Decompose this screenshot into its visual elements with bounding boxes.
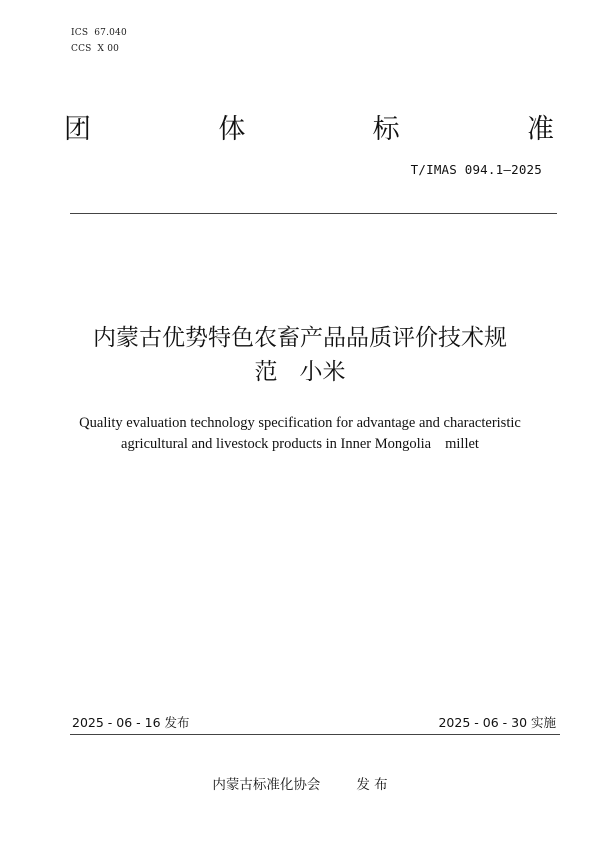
issue-date: 2025 - 06 - 16 发布 [72, 715, 190, 730]
ics-code: 67.040 [94, 28, 127, 38]
ccs-code: X 00 [97, 44, 120, 54]
standard-type-char: 标 [372, 114, 400, 145]
top-divider [70, 213, 557, 214]
chinese-title-line-1: 内蒙古优势特色农畜产品品质评价技术规 [93, 325, 507, 351]
ccs-classification [71, 44, 119, 54]
english-title-line-2 [40, 434, 560, 455]
english-title-line-1: Quality evaluation technology specification for advantage and characteristic [79, 415, 521, 431]
english-title-line-2-part-a: agricultural and livestock products in Inner Mongolia [121, 436, 432, 452]
standard-type-char: 准 [526, 114, 554, 145]
english-title-line-2-part-b: millet [445, 436, 479, 452]
ics-label: ICS [71, 28, 89, 38]
ccs-label: CCS [71, 44, 92, 54]
publisher-line [0, 773, 600, 793]
implementation-date: 2025 - 06 - 30 实施 [438, 715, 556, 730]
chinese-title-line-2-part-a: 范 [254, 359, 278, 385]
standard-type-char: 团 [64, 114, 91, 145]
publisher-action: 发 布 [356, 777, 388, 793]
chinese-title-line-2 [40, 355, 560, 389]
bottom-divider [70, 734, 560, 735]
english-title [40, 413, 560, 455]
standard-number: T/IMAS 094.1—2025 [410, 162, 542, 177]
standard-type-char: 体 [218, 114, 246, 145]
chinese-title-line-2-part-b: 小米 [299, 359, 346, 385]
ics-classification [71, 28, 127, 38]
chinese-title [40, 321, 560, 389]
standard-type-heading [64, 112, 554, 148]
publisher-name: 内蒙古标准化协会 [212, 777, 321, 793]
